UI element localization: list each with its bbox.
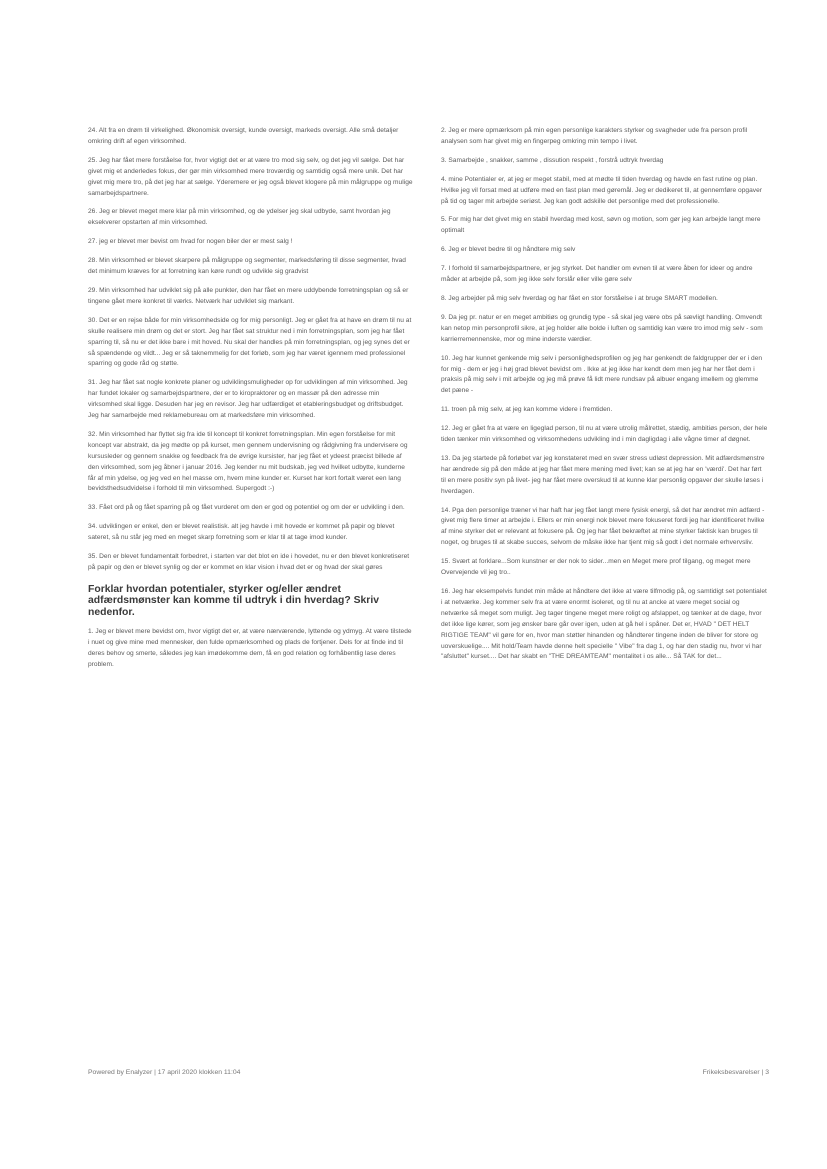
response-entry: 1. Jeg er blevet mere bevidst om, hvor vigtigt det er, at være nærværende, lyttende og ydmyg. At være tilstede i nuet og give mine med mennesker, den fulde opmærksomhed og plads de fortjener. Dels for at finde ind til deres behov og smerte, således jeg kan imødekomme dem, få en god relation og forhåbentlig lase deres problem. xyxy=(88,628,412,668)
response-entry: 24. Alt fra en drøm til virkelighed. Økonomisk oversigt, kunde oversigt, markeds oversigt. Alle små detaljer omkring drift af egen virksomhed. xyxy=(88,127,399,145)
response-entry: 30. Det er en rejse både for min virksomhedside og for mig personligt. Jeg er gået fra at have en drøm til nu at skulle realisere min drøm og det er stort. Jeg har fået sat struktur ned i min forretningsplan, som jeg har fået sparring til, så nu er det ikke bare i mit hoved. Nu skal der handles på min forretningsplan, og jeg synes det er så spændende og vildt... Jeg er så taknemmelig for det forløb, som jeg har været igennem med professionel sparring og gode råd og støtte. xyxy=(88,316,412,368)
response-entry: 12. Jeg er gået fra at være en ligeglad person, til nu at være utrolig målrettet, stædig, ambitiøs person, der hele tiden tænker min virksomhed og virksomhedens udvikling ind i min dagligdag i alle vågne timer af døgnet. xyxy=(441,425,768,444)
footer-powered-by: Powered by Enalyzer | 17 april 2020 klokken 11:04 xyxy=(88,1069,241,1076)
response-entry: 4. mine Potentialer er, at jeg er meget stabil, med at mødte til tiden hverdag og havde en fast rutine og plan. Hvilke jeg vil forsat med at udføre med en fast plan med gøremål. Jeg er dedikeret til, at gennemføre opgaver på tid og tager mit arbejde seriøst. Jeg kan godt adskille det personlige med det professionelle. xyxy=(441,175,763,205)
response-entry: 15. Svært at forklare...Som kunstner er der nok to sider...men en Meget mere prof tilgang, og meget mere Overvejende vil jeg tro.. xyxy=(441,558,751,577)
response-entry: 35. Den er blevet fundamentalt forbedret, i starten var det blot en ide i hovedet, nu er den blevet konkretiseret på papir og den er blevet synlig og der er kommet en klar vision i hvad det er og hvad der skal gøres xyxy=(88,553,410,571)
response-entry: 3. Samarbejde , snakker, samme , dissution respekt , forstrå udtryk hverdag xyxy=(441,156,664,164)
response-entry: 10. Jeg har kunnet genkende mig selv i personlighedsprofilen og jeg har genkendt de faldgrupper der er i den for mig - dem er jeg i høj grad blevet bevidst om . Ikke at jeg ikke har kendt dem men jeg har her fået dem i praksis på mig selv i mit arbejde og jeg må prøve få lidt mere rundsav på albuer engang imellem og glemme det pæne - xyxy=(441,354,763,395)
response-entry: 33. Fået ord på og fået sparring på og fået vurderet om den er god og potentiel og om der er udvikling i den. xyxy=(88,504,405,512)
response-entry: 27. jeg er blevet mer bevist om hvad for nogen biler der er mest salg ! xyxy=(88,238,293,246)
response-entry: 16. Jeg har eksempelvis fundet min måde at håndtere det ikke at være tilfmodig på, og samtidigt set potentialet i at netværke. Jeg kommer selv fra at være enormt isoleret, og til nu at ancke at være meget social og netværke så meget som muligt. Jeg tager tingene meget mere roligt og afslappet, og tænker at de dage, hvor det ikke lige kører, som jeg ønsker bare går over igen, uden at gå hel i spåner. Det er, HVAD " DET HELT RIGTIGE TEAM" vil gøre for en, hvor man støtter hinanden og håndterer tingene inden de bliver for store og uoverskuelige.... Mit hold/Team havde denne helt specielle " Vibe" fra dag 1, og har den stadig nu, hvor vi har "afsluttet" kurset.... Det har skabt en "THE DREAMTEAM" mentalitet i os alle... Så TAK for det... xyxy=(441,588,767,661)
response-entry: 25. Jeg har fået mere forståelse for, hvor vigtigt det er at være tro mod sig selv, og det jeg vil sælge. Det har givet mig et anderledes fokus, der gør min virksomhed mere troværdig og samtidig også mere unik. Det har givet mig mere tro, på det jeg har at sælge. Yderemere er jeg også blevet klogere på min målgruppe og mulige samarbejdspartnere. xyxy=(88,156,413,197)
response-entry: 29. Min virksomhed har udviklet sig på alle punkter, den har fået en mere uddybende forretningsplan og så er tingene gået mere konkret til værks. Netværk har udviklet sig markant. xyxy=(88,286,409,305)
right-column xyxy=(441,126,768,671)
response-entry: 6. Jeg er blevet bedre til og håndtere mig selv xyxy=(441,246,576,254)
response-entry: 28. Min virksomhed er blevet skarpere på målgruppe og segmenter, markedsføring til disse segmenter, hvad det minimum kræves for at forretning kan køre rundt og udvikle sig gradvist xyxy=(88,257,406,276)
response-entry: 9. Da jeg pr. natur er en meget ambitiøs og grundig type - så skal jeg være obs på sævligt handling. Omvendt kan netop min personprofil sikre, at jeg holder alle bolde i luften og samtidig kan være tro imod mig selv - som karrierremennenske, mor og mine inderste værdier. xyxy=(441,313,763,343)
response-entry: 13. Da jeg startede på forløbet var jeg konstateret med en svær stress udløst depression. Mit adfærdsmønstre har ændrede sig på den måde at jeg har fået mere mening med livet; kan se at jeg har en 'værdi'. Det har ført til en mere positiv syn på livet- jeg har fået mere overskud til at kunne klar personlig opgaver der skulle løses i hverdagen. xyxy=(441,454,765,495)
response-entry: 31. Jeg har fået sat nogle konkrete planer og udviklingsmuligheder op for udviklingen af min virksomhed. Jeg har fundet lokaler og samarbejdspartnere, der er to kiropraktorer og en massør på den adresse min virksomhed skal ligge. Desuden har jeg en revisor. Jeg har udfærdiget et etableringsbudget og driftsbudget. Jeg har samarbejde med reklamebureau om at markedsføre min virksomhed. xyxy=(88,379,408,420)
section-question-heading: Forklar hvordan potentialer, styrker og/eller ændret adfærdsmønster kan komme til udtryk i din hverdag? Skriv nedenfor. xyxy=(88,583,380,618)
response-entry: 26. Jeg er blevet meget mere klar på min virksomhed, og de ydelser jeg skal udbyde, samt hvordan jeg eksekverer opstarten af min virksomhed. xyxy=(88,208,391,227)
response-entry: 7. I forhold til samarbejdspartnere, er jeg styrket. Det handler om evnen til at være åben for ideer og andre måder at arbejde på, som jeg ikke selv forslår eller ville gøre selv xyxy=(441,265,753,284)
footer-page-number: Frikeksbesvarelser | 3 xyxy=(702,1069,769,1076)
left-column xyxy=(88,126,413,679)
response-entry: 5. For mig har det givet mig en stabil hverdag med kost, søvn og motion, som gør jeg kan arbejde langt mere optimalt xyxy=(441,216,761,235)
response-entry: 2. Jeg er mere opmærksom på min egen personlige karakters styrker og svagheder ude fra person profil analysen som har givet mig en fingerpeg omkring min tempo i livet. xyxy=(441,127,748,145)
response-entry: 11. troen på mig selv, at jeg kan komme videre i fremtiden. xyxy=(441,406,613,414)
response-entry: 34. udviklingen er enkel, den er blevet realistisk. alt jeg havde i mit hovede er kommet på papir og blevet sateret, så nu står jeg med en meget skarp forretning som er klar til at tage imod kunder. xyxy=(88,523,395,542)
response-entry: 14. Pga den personlige træner vi har haft har jeg fået langt mere fysisk energi, så det har ændret min adfærd - givet mig flere timer at arbejde i. Ellers er min energi nok blevet mere fokuseret fordi jeg har identificeret hvilke af mine styrker det er relevant at fokusere på. Og jeg har fået bekræftet at mine styrker faktisk kan bruges til noget, og bruges til at skabe succes, selvom de måske ikke har tjent mig så godt i det normale erhvervsliv. xyxy=(441,506,765,547)
response-entry: 8. Jeg arbejder på mig selv hverdag og har fået en stor forståelse i at bruge SMART modellen. xyxy=(441,294,718,302)
response-entry: 32. Min virksomhed har flyttet sig fra ide til koncept til konkret forretningsplan. Min egen forståelse for mit koncept var abstrakt, da jeg mødte op på kurset, men gennem undervisning og rådgivning fra undervisere og kursusleder og gennem snakke og feedback fra de øvrige kursister, har jeg fået et ydeest præcist billede af den virksomhed, som jeg åbner i januar 2016. Jeg kender nu mit budskab, jeg ved hvilket udbytte, kunderne får af min ydelse, og jeg ved en hel masse om, hvem mine kunder er. Kurset har kort fortalt været een lang bevidsthedsudvidelse i forhold til min virksomhed. Supergodt :-) xyxy=(88,430,408,493)
